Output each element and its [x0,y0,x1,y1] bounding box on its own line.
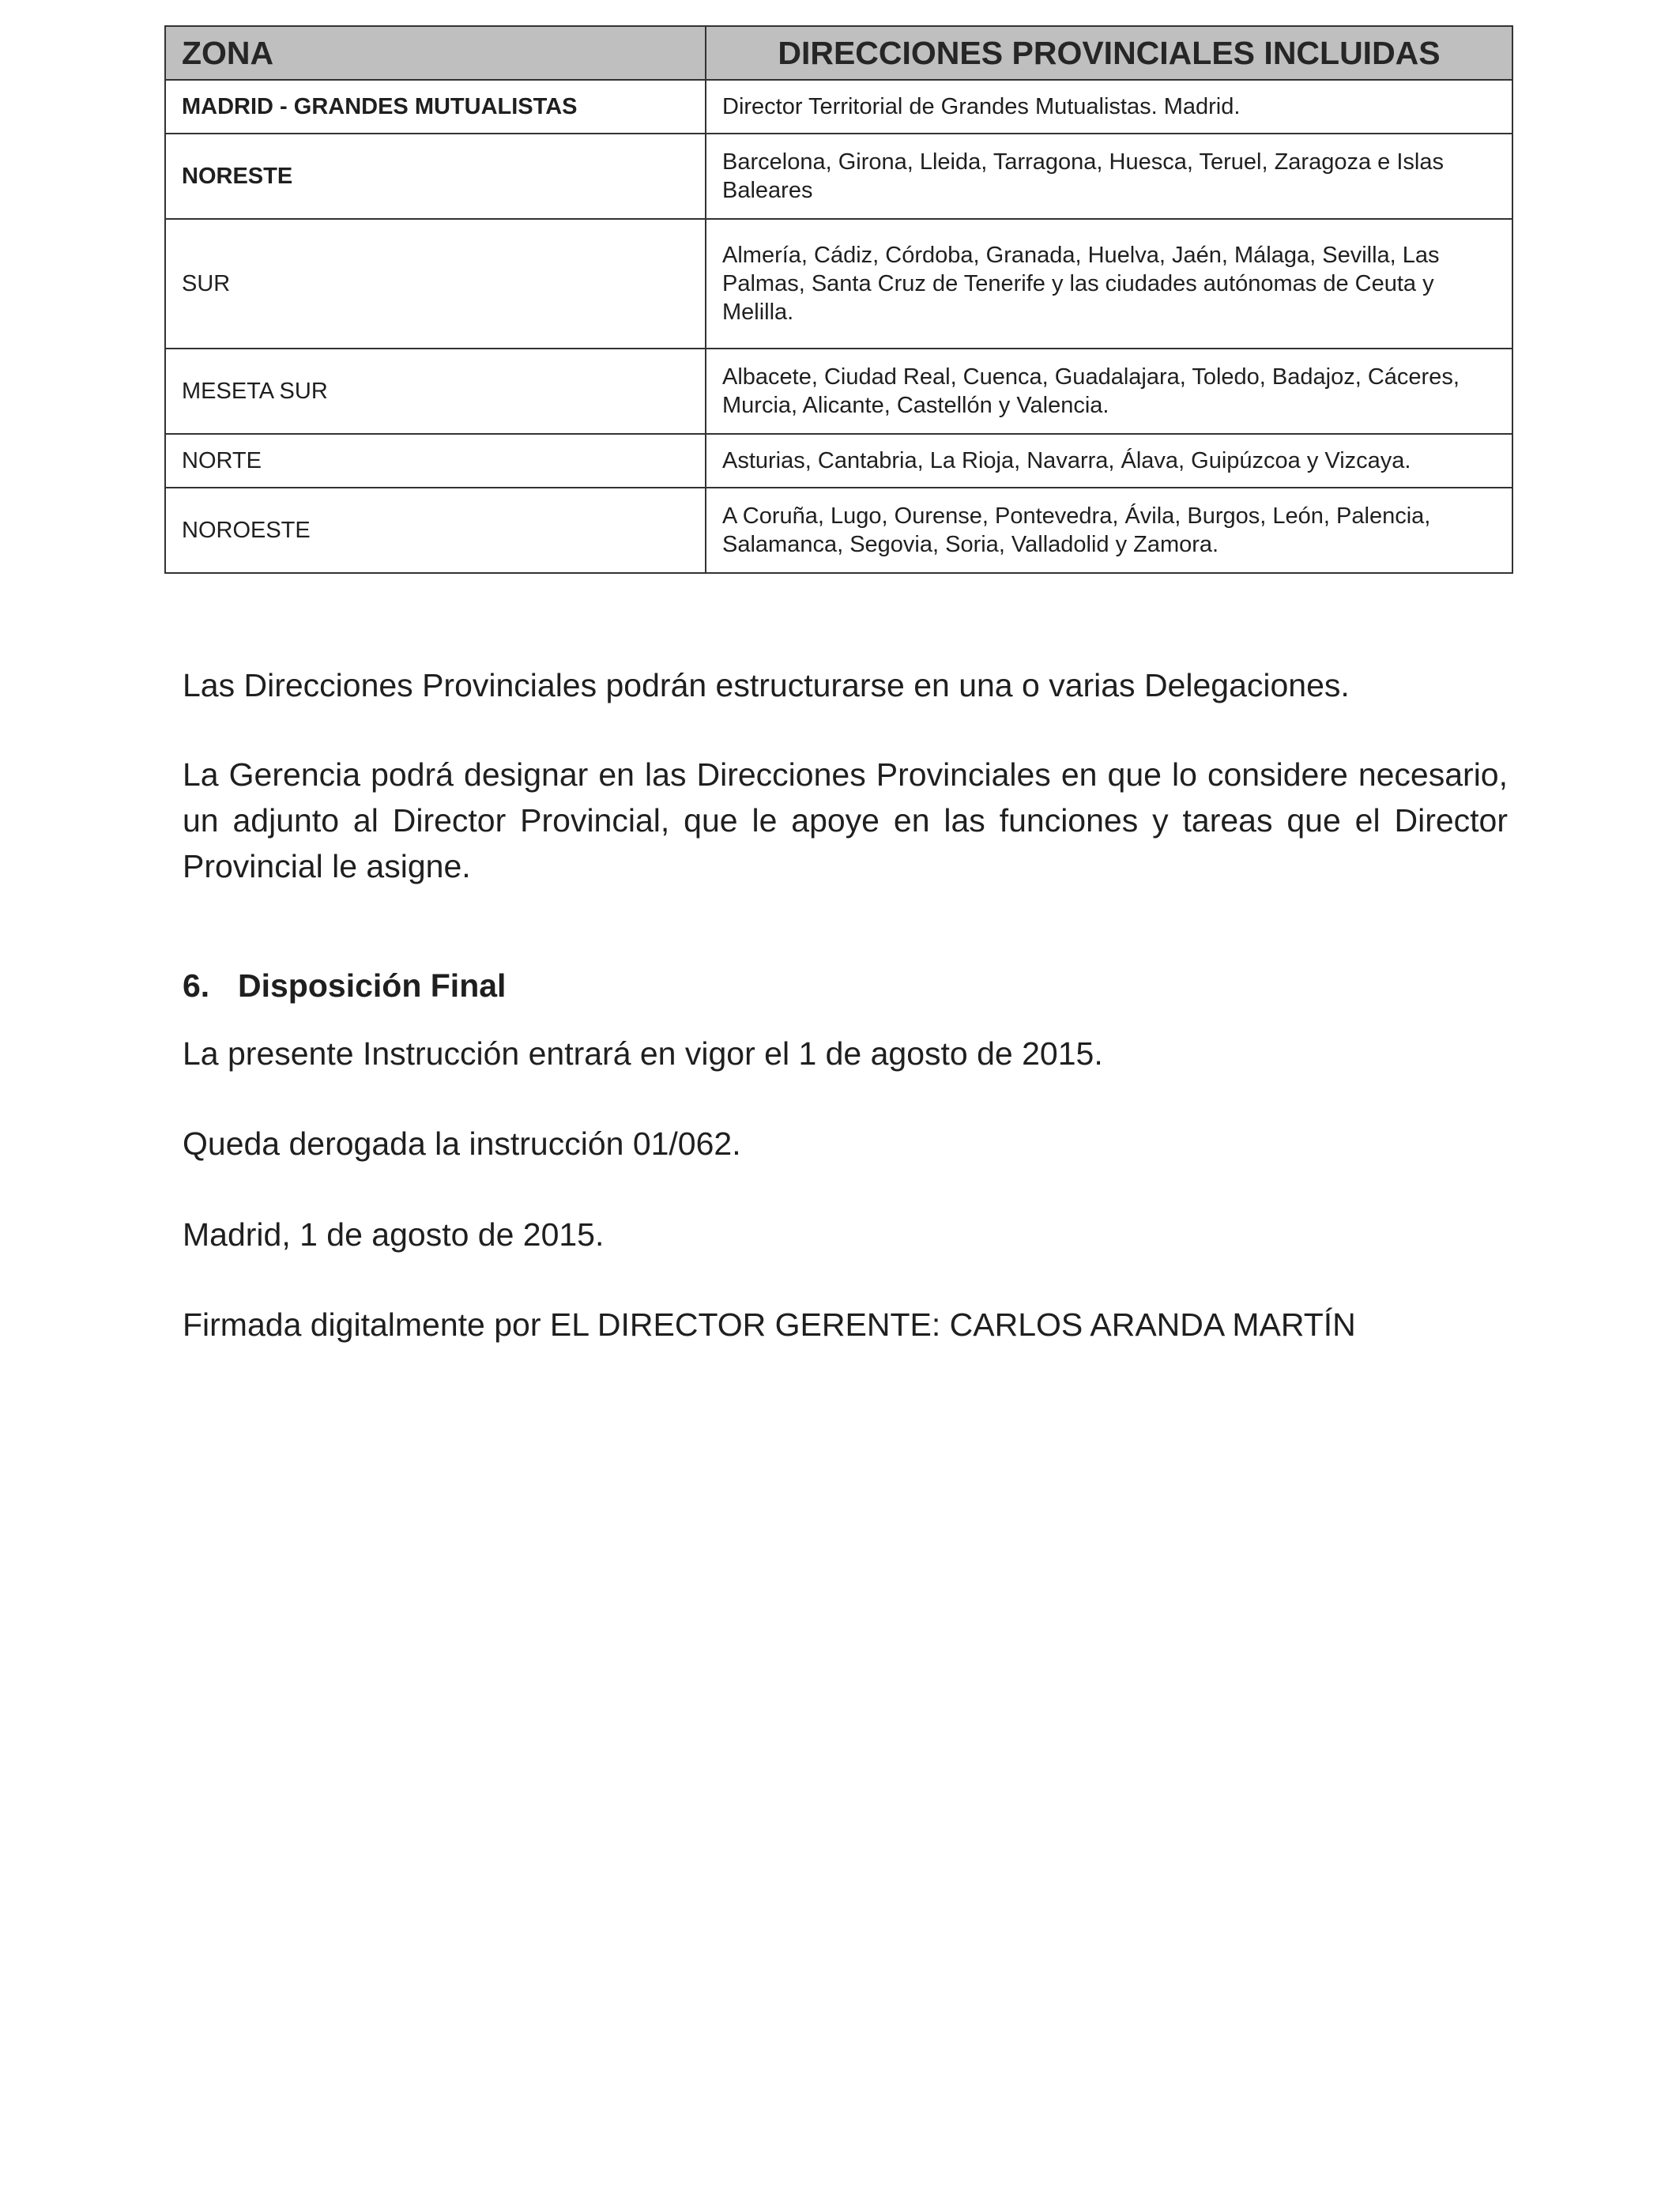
zona-cell: NORESTE [165,134,706,219]
header-direcciones: DIRECCIONES PROVINCIALES INCLUIDAS [706,26,1512,80]
section-heading [183,963,1508,1008]
table-row [165,80,1512,134]
provincias-cell: Director Territorial de Grandes Mutualistas. Madrid. [706,80,1512,134]
header-zona: ZONA [165,26,706,80]
table-row [165,219,1512,349]
zona-cell: MADRID - GRANDES MUTUALISTAS [165,80,706,134]
provincias-cell: Barcelona, Girona, Lleida, Tarragona, Huesca, Teruel, Zaragoza e Islas Baleares [706,134,1512,219]
paragraph-derogada: Queda derogada la instrucción 01/062. [183,1125,741,1162]
provincias-cell: Almería, Cádiz, Córdoba, Granada, Huelva, Jaén, Málaga, Sevilla, Las Palmas, Santa Cruz de Tenerife y las ciudades autónomas de Ceuta y Melilla. [706,219,1512,349]
zona-cell: SUR [165,219,706,349]
table-header-row [165,26,1512,80]
table-row [165,134,1512,219]
paragraph-gerencia: La Gerencia podrá designar en las Direcciones Provinciales en que lo considere necesario, un adjunto al Director Provincial, que le apoye en las funciones y tareas que el Director Provincial le asigne. [183,756,1508,884]
provincias-cell: Asturias, Cantabria, La Rioja, Navarra, Álava, Guipúzcoa y Vizcaya. [706,434,1512,488]
paragraph-signature: Firmada digitalmente por EL DIRECTOR GERENTE: CARLOS ARANDA MARTÍN [183,1306,1356,1343]
paragraph-vigor: La presente Instrucción entrará en vigor el 1 de agosto de 2015. [183,1035,1103,1072]
provincias-cell: A Coruña, Lugo, Ourense, Pontevedra, Ávila, Burgos, León, Palencia, Salamanca, Segovia, Soria, Valladolid y Zamora. [706,488,1512,573]
zones-table [164,25,1513,574]
table-row [165,488,1512,573]
section-title: Disposición Final [238,967,507,1004]
paragraph-date: Madrid, 1 de agosto de 2015. [183,1216,605,1253]
zona-cell: NOROESTE [165,488,706,573]
zona-cell: MESETA SUR [165,349,706,434]
table-row [165,434,1512,488]
provincias-cell: Albacete, Ciudad Real, Cuenca, Guadalajara, Toledo, Badajoz, Cáceres, Murcia, Alicante, Castellón y Valencia. [706,349,1512,434]
paragraph-delegaciones: Las Direcciones Provinciales podrán estructurarse en una o varias Delegaciones. [183,667,1350,703]
zona-cell: NORTE [165,434,706,488]
section-number: 6. [183,967,210,1004]
table-row [165,349,1512,434]
